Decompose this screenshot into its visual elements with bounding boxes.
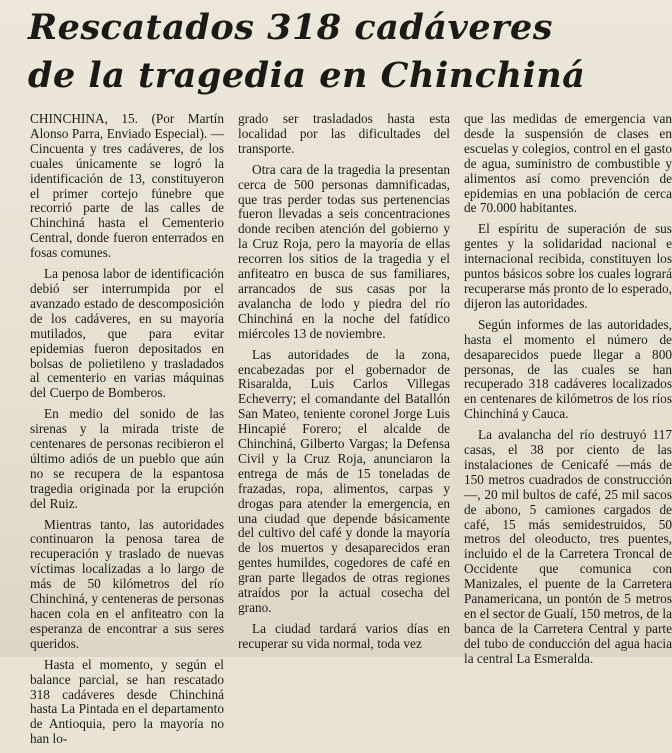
paragraph: La avalancha del río destruyó 117 casas, el 38 por ciento de las instalaciones de Cenicafé —más de 150 metros cuadrados de construcción—, 20 mil bultos de café, 25 mil sacos de abono, 5 camiones cargados de café, 15 más semidestruidos, 50 metros del oleoducto, tres puentes, incluido el de la Carretera Troncal de Occidente que comunica con Manizales, el puente de la Carretera Panamericana, un pontón de 5 metros en el sector de Gualí, 150 metros, de la banca de la Carretera Central y parte del tubo de conducción del agua hacia la central La Esmeralda. [464, 427, 672, 666]
paragraph: Según informes de las autoridades, hasta el momento el número de desaparecidos puede llegar a 800 personas, de las cuales se han recuperado 318 cadáveres localizados en centenares de kilómetros de los ríos Chinchiná y Cauca. [464, 316, 672, 422]
paragraph: Mientras tanto, las autoridades continuaron la penosa tarea de recuperación y traslado de nuevas víctimas localizadas a lo largo de más de 50 kilómetros del río Chinchiná, y centeneras de personas hacen cola en el anfiteatro con la esperanza de encontrar a sus seres queridos. [30, 516, 224, 651]
paragraph: grado ser trasladados hasta esta localidad por las dificultades del transporte. [238, 111, 450, 156]
paragraph: que las medidas de emergencia van desde la suspensión de clases en escuelas y colegios, control en el gasto de agua, suministro de combustible y alimentos así como prevención de epidemias en una población de cerca de 70.000 habitantes. [464, 111, 672, 216]
paragraph: Hasta el momento, y según el balance parcial, se han rescatado 318 cadáveres desde Chinchiná hasta La Pintada en el departamento de Antioquia, pero la mayoría no han lo- [30, 656, 224, 747]
paragraph: Las autoridades de la zona, encabezadas por el gobernador de Risaralda, Luis Carlos Villegas Echeverry; el comandante del Batallón San Mateo, teniente coronel Jorge Luis Hincapié Forero; el alcalde de Chinchiná, Gilberto Vargas; la Defensa Civil y la Cruz Roja, anunciaron la entrega de más de 15 toneladas de frazadas, ropa, alimentos, carpas y drogas para atender la emergencia, en una ciudad que depende básicamente del cultivo del café y donde la mayoría de los muertos y desaparecidos eran gentes humildes, cogedores de café en gran parte llegados de otras regiones atraídos por la actual cosecha del grano. [238, 346, 450, 615]
headline-line-2: de la tragedia en Chinchiná [28, 55, 586, 96]
paragraph: El espíritu de superación de sus gentes y la solidaridad nacional e internacional recibida, constituyen los puntos básicos sobre los cuales logrará recuperarse más pronto de lo esperado, dijeron las autoridades. [464, 221, 672, 311]
headline-line-1: Rescatados 318 cadáveres [28, 7, 554, 48]
paragraph: La penosa labor de identificación debió ser interrumpida por el avanzado estado de descomposición de los cadáveres, en su mayoría mutilados, que para evitar epidemias fueron depositados en bolsas de polietileno y trasladados al cementerio en varias máquinas del Cuerpo de Bomberos. [30, 266, 224, 401]
headline [0, 4, 672, 100]
paragraph: La ciudad tardará varios días en recuperar su vida normal, toda vez [238, 620, 450, 651]
article-body [30, 111, 672, 747]
paragraph: CHINCHINA, 15. (Por Martín Alonso Parra, Enviado Especial). — Cincuenta y tres cadáveres, de los cuales únicamente se logró la identificación de 13, constituyeron el primer cortejo fúnebre que recorrió parte de las calles de Chinchiná hasta el Cementerio Central, donde fueron enterrados en fosas comunes. [30, 111, 224, 261]
paragraph: En medio del sonido de las sirenas y la mirada triste de centenares de personas recibieron el último adiós de un pueblo que aún no se recupera de la espantosa tragedia originada por la erupción del Ruiz. [30, 406, 224, 511]
paragraph: Otra cara de la tragedia la presentan cerca de 500 personas damnificadas, que tras perder todas sus pertenencias fueron llevadas a seis concentraciones donde reciben atención del gobierno y la Cruz Roja, pero la mayoría de ellas recorren los sitios de la tragedia y el anfiteatro en busca de sus familiares, arrancados de sus casas por la avalancha de lodo y piedra del río Chinchiná en la noche del fatídico miércoles 13 de noviembre. [238, 161, 450, 341]
